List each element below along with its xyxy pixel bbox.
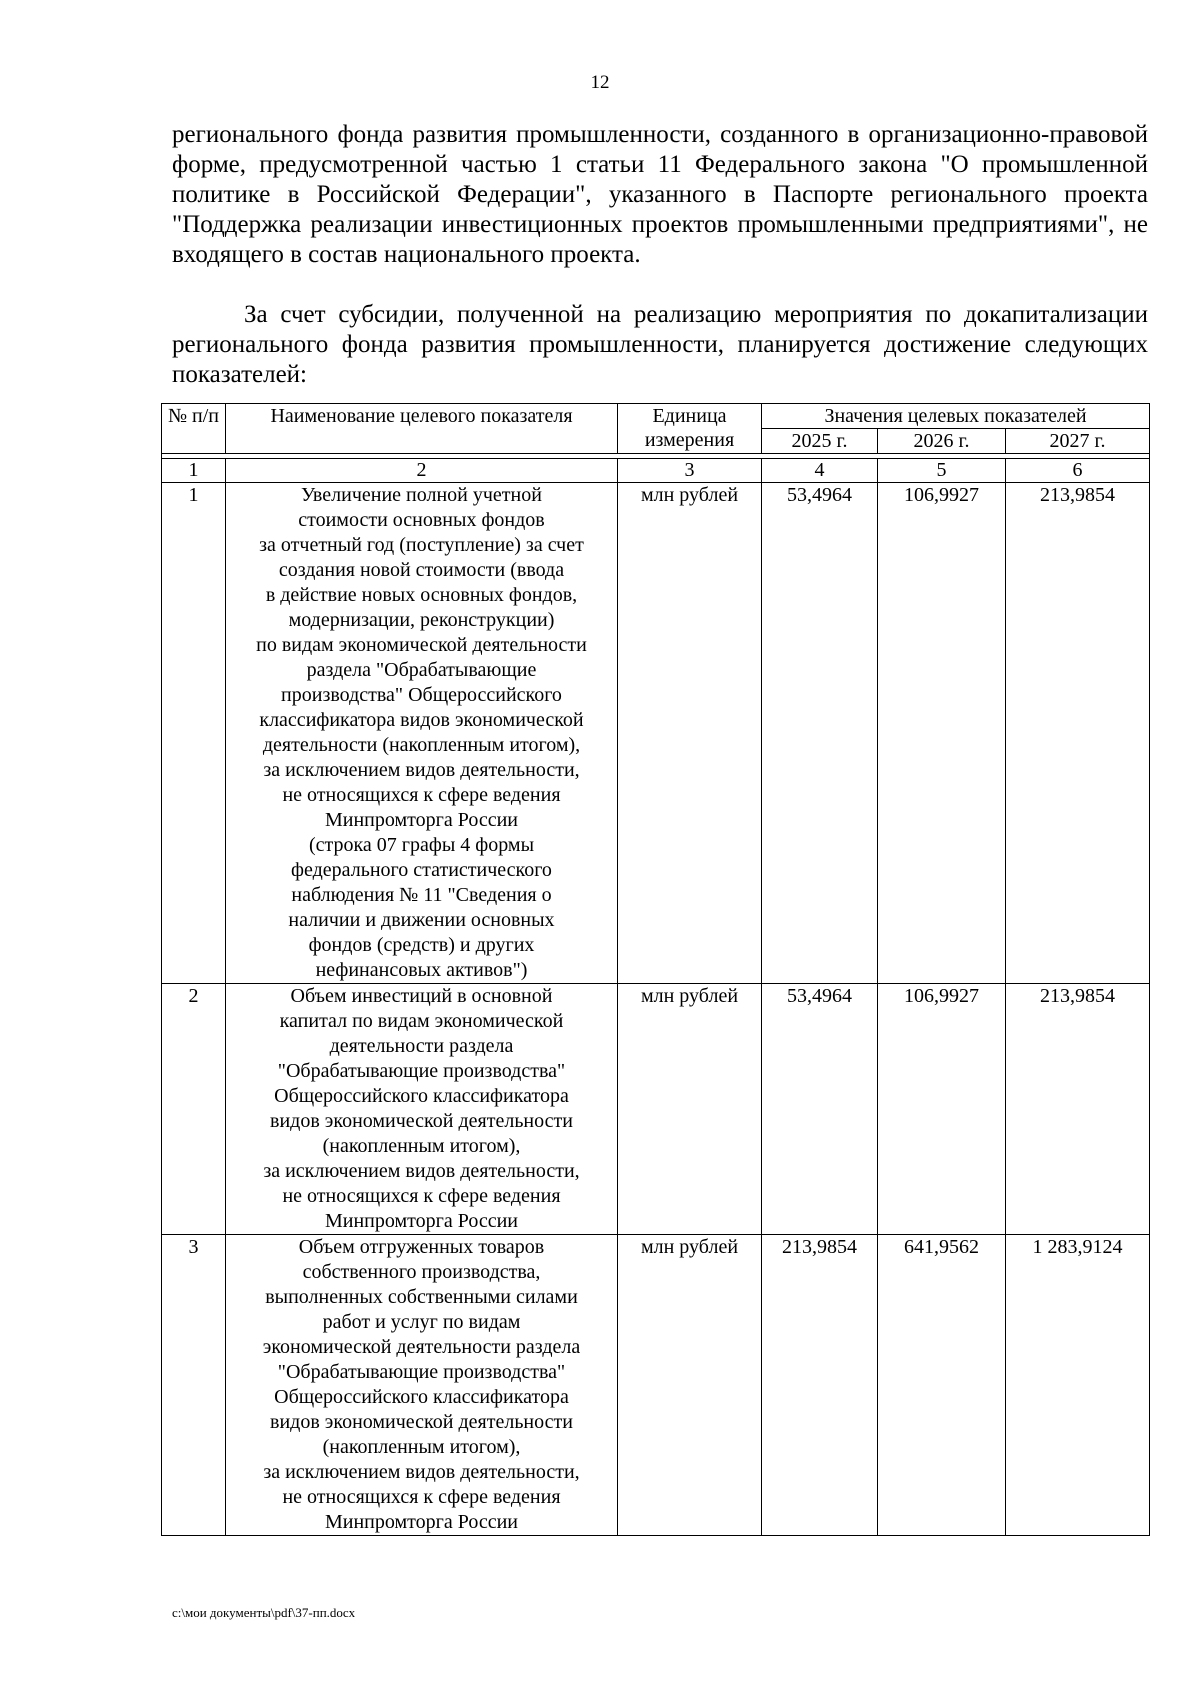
indicator-name-line: видов экономической деятельности <box>270 1411 573 1433</box>
row-number: 3 <box>162 1235 226 1536</box>
column-number: 4 <box>762 459 878 483</box>
indicator-name-line: создания новой стоимости (ввода <box>278 559 565 581</box>
header-year: 2026 г. <box>878 429 1006 454</box>
indicator-unit: млн рублей <box>618 984 762 1235</box>
indicator-name-line: модернизации, реконструкции) <box>288 609 555 631</box>
row-number: 1 <box>162 483 226 984</box>
indicator-name <box>226 1235 618 1536</box>
column-number: 3 <box>618 459 762 483</box>
indicator-value: 53,4964 <box>762 984 878 1235</box>
table-row <box>162 1235 1150 1536</box>
indicator-name <box>226 984 618 1235</box>
indicator-unit: млн рублей <box>618 483 762 984</box>
table-header-row <box>162 404 1150 429</box>
indicator-name-line: видов экономической деятельности <box>270 1110 573 1132</box>
indicator-unit: млн рублей <box>618 1235 762 1536</box>
indicator-value: 106,9927 <box>878 483 1006 984</box>
indicator-name-line: Общероссийского классификатора <box>274 1085 569 1107</box>
header-year: 2027 г. <box>1006 429 1150 454</box>
paragraph-intro: регионального фонда развития промышленности, созданного в организационно-правовой форме, предусмотренной частью 1 статьи 11 Федерального закона "О промышленной политике в Российской Федерации", указанного в Паспорте регионального проекта "Поддержка реализации инвестиционных проектов промышленными предприятиями", не входящего в состав национального проекта. <box>172 121 1148 268</box>
indicators-table <box>161 403 1150 1536</box>
indicator-name-line: производства" Общероссийского <box>281 684 562 706</box>
indicator-name-line: (накопленным итогом), <box>322 1436 521 1458</box>
header-year: 2025 г. <box>762 429 878 454</box>
indicator-name-line: не относящихся к сфере ведения <box>282 784 561 806</box>
indicator-name-line: Общероссийского классификатора <box>274 1386 569 1408</box>
indicator-name-line: собственного производства, <box>302 1261 541 1283</box>
indicator-name-line: в действие новых основных фондов, <box>265 584 578 606</box>
paragraph-indicators-lead: За счет субсидии, полученной на реализацию мероприятия по докапитализации регионального фонда развития промышленности, планируется достижение следующих показателей: <box>172 301 1148 388</box>
indicator-name-line: за исключением видов деятельности, <box>263 1160 580 1182</box>
indicator-name-line: стоимости основных фондов <box>298 509 545 531</box>
column-number: 5 <box>878 459 1006 483</box>
column-number: 1 <box>162 459 226 483</box>
indicator-value: 106,9927 <box>878 984 1006 1235</box>
indicator-name-line: не относящихся к сфере ведения <box>282 1185 561 1207</box>
indicator-name-line: "Обрабатывающие производства" <box>277 1361 566 1383</box>
indicator-value: 641,9562 <box>878 1235 1006 1536</box>
footer-file-path: c:\мои документы\pdf\37-пп.docx <box>172 1605 356 1620</box>
column-numbers-row <box>162 459 1150 483</box>
indicator-name-line: деятельности раздела <box>329 1035 514 1057</box>
indicator-name-line: наблюдения № 11 "Сведения о <box>291 884 552 906</box>
indicator-name-line: нефинансовых активов") <box>315 959 528 981</box>
indicator-name-line: экономической деятельности раздела <box>262 1336 581 1358</box>
header-name: Наименование целевого показателя <box>226 404 618 454</box>
indicator-value: 213,9854 <box>1006 984 1150 1235</box>
indicator-name-line: фондов (средств) и других <box>308 934 535 956</box>
indicator-value: 213,9854 <box>1006 483 1150 984</box>
indicator-name-line: за отчетный год (поступление) за счет <box>259 534 584 556</box>
indicator-name-line: федерального статистического <box>291 859 552 881</box>
row-number: 2 <box>162 984 226 1235</box>
indicator-name-line: не относящихся к сфере ведения <box>282 1486 561 1508</box>
indicator-name-line: Минпромторга России <box>324 1511 518 1533</box>
table-row <box>162 984 1150 1235</box>
indicator-name-line: Минпромторга России <box>324 809 518 831</box>
column-number: 2 <box>226 459 618 483</box>
indicator-name-line: наличии и движении основных <box>288 909 555 931</box>
header-values-group: Значения целевых показателей <box>762 404 1150 429</box>
header-unit: Единица измерения <box>618 404 762 454</box>
indicator-value: 213,9854 <box>762 1235 878 1536</box>
indicator-name-line: деятельности (накопленным итогом), <box>262 734 581 756</box>
indicator-name-line: Объем инвестиций в основной <box>290 985 553 1007</box>
indicator-name-line: классификатора видов экономической <box>259 709 584 731</box>
indicator-name <box>226 483 618 984</box>
page-number: 12 <box>590 72 610 93</box>
indicator-name-line: Увеличение полной учетной <box>301 484 542 506</box>
indicator-name-line: капитал по видам экономической <box>279 1010 564 1032</box>
header-num: № п/п <box>162 404 226 454</box>
indicator-name-line: Объем отгруженных товаров <box>298 1236 545 1258</box>
indicator-name-line: выполненных собственными силами <box>265 1286 578 1308</box>
indicator-name-line: Минпромторга России <box>324 1210 518 1232</box>
indicator-name-line: раздела "Обрабатывающие <box>306 659 537 681</box>
indicator-value: 1 283,9124 <box>1006 1235 1150 1536</box>
indicator-name-line: "Обрабатывающие производства" <box>277 1060 566 1082</box>
indicator-name-line: (строка 07 графы 4 формы <box>308 834 535 856</box>
table-row <box>162 483 1150 984</box>
column-number: 6 <box>1006 459 1150 483</box>
indicator-name-line: за исключением видов деятельности, <box>263 1461 580 1483</box>
indicator-name-line: за исключением видов деятельности, <box>263 759 580 781</box>
indicator-name-line: работ и услуг по видам <box>322 1311 521 1333</box>
indicator-value: 53,4964 <box>762 483 878 984</box>
indicator-name-line: по видам экономической деятельности <box>256 634 587 656</box>
indicator-name-line: (накопленным итогом), <box>322 1135 521 1157</box>
